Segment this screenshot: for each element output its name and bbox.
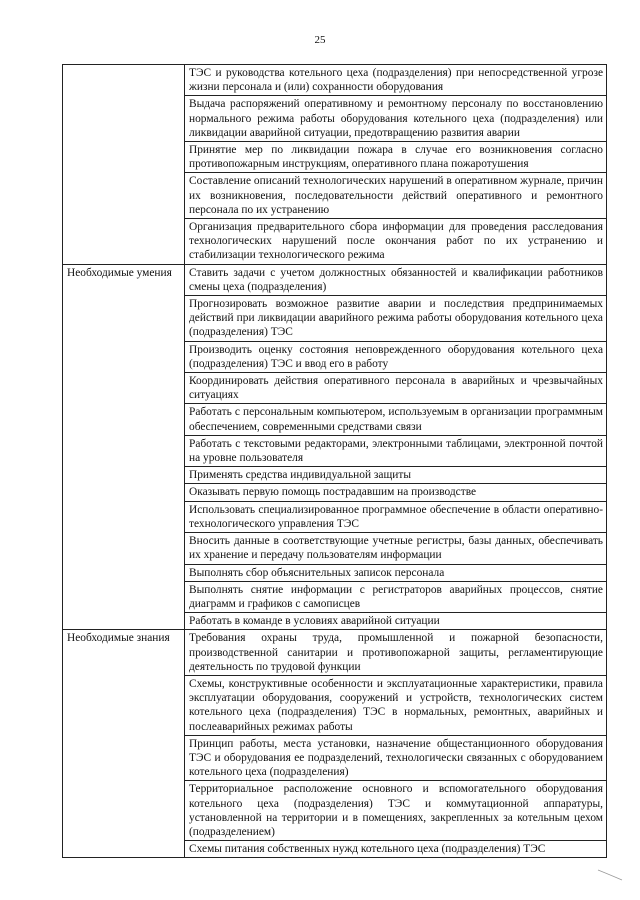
requirement-item: Применять средства индивидуальной защиты [185,467,607,484]
requirement-item: Составление описаний технологических нарушений в оперативном журнале, причин их возникновения, последовательности действий оперативного и ремонтного персонала по их устранению [185,173,607,219]
requirement-item: Вносить данные в соответствующие учетные регистры, базы данных, обеспечивать их хранение и передачу пользователям информации [185,533,607,564]
requirement-item: Оказывать первую помощь пострадавшим на производстве [185,484,607,501]
section-label [63,65,185,265]
requirement-item: ТЭС и руководства котельного цеха (подразделения) при непосредственной угрозе жизни персонала и (или) сохранности оборудования [185,65,607,96]
table-row [63,65,607,96]
section-label: Необходимые умения [63,264,185,630]
scan-mark [596,868,624,882]
table-row [63,264,607,295]
requirement-item: Ставить задачи с учетом должностных обязанностей и квалификации работников смены цеха (подразделения) [185,264,607,295]
requirement-item: Выполнять сбор объяснительных записок персонала [185,564,607,581]
requirement-item: Организация предварительного сбора информации для проведения расследования технологических нарушений после окончания работ по их устранению и стабилизации технологического режима [185,219,607,265]
requirement-item: Прогнозировать возможное развитие аварии и последствия предпринимаемых действий при ликвидации аварийного режима работы оборудования котельного цеха (подразделения) ТЭС [185,296,607,342]
requirement-item: Выполнять снятие информации с регистраторов аварийных процессов, снятие диаграмм и графиков с самописцев [185,581,607,612]
section-label: Необходимые знания [63,630,185,858]
requirement-item: Работать с текстовыми редакторами, электронными таблицами, электронной почтой на уровне пользователя [185,435,607,466]
requirement-item: Выдача распоряжений оперативному и ремонтному персоналу по восстановлению нормального режима работы оборудования котельного цеха (подразделения) или ликвидации аварийной ситуации, предотвращению развития аварии [185,96,607,142]
requirement-item: Принятие мер по ликвидации пожара в случае его возникновения согласно противопожарным инструкциям, оперативного плана пожаротушения [185,142,607,173]
requirements-table [62,64,607,858]
requirement-item: Работать в команде в условиях аварийной ситуации [185,613,607,630]
requirement-item: Территориальное расположение основного и вспомогательного оборудования котельного цеха (подразделения) ТЭС и коммутационной аппаратуры, установленной на территории и в помещениях, закрепленных за котельным цехом (подразделением) [185,781,607,841]
requirement-item: Координировать действия оперативного персонала в аварийных и чрезвычайных ситуациях [185,373,607,404]
requirement-item: Требования охраны труда, промышленной и пожарной безопасности, производственной санитарии и противопожарной защиты, регламентирующие деятельность по трудовой функции [185,630,607,676]
requirement-item: Использовать специализированное программное обеспечение в области оперативно-технологического управления ТЭС [185,501,607,532]
requirement-item: Схемы питания собственных нужд котельного цеха (подразделения) ТЭС [185,841,607,858]
page-number: 25 [314,34,326,46]
table-row [63,630,607,676]
requirement-item: Производить оценку состояния неповрежденного оборудования котельного цеха (подразделения) ТЭС и ввод его в работу [185,341,607,372]
requirement-item: Работать с персональным компьютером, используемым в организации программным обеспечением, современными средствами связи [185,404,607,435]
requirement-item: Принцип работы, места установки, назначение общестанционного оборудования ТЭС и оборудования ее подразделений, технологически связанных с оборудованием котельного цеха (подразделения) [185,735,607,781]
requirement-item: Схемы, конструктивные особенности и эксплуатационные характеристики, правила эксплуатации оборудования, сооружений и устройств, технологических систем котельного цеха (подразделения) ТЭС в нормальных, ремонтных, аварийных и послеаварийных режимах работы [185,675,607,735]
requirements-table-body [63,65,607,858]
